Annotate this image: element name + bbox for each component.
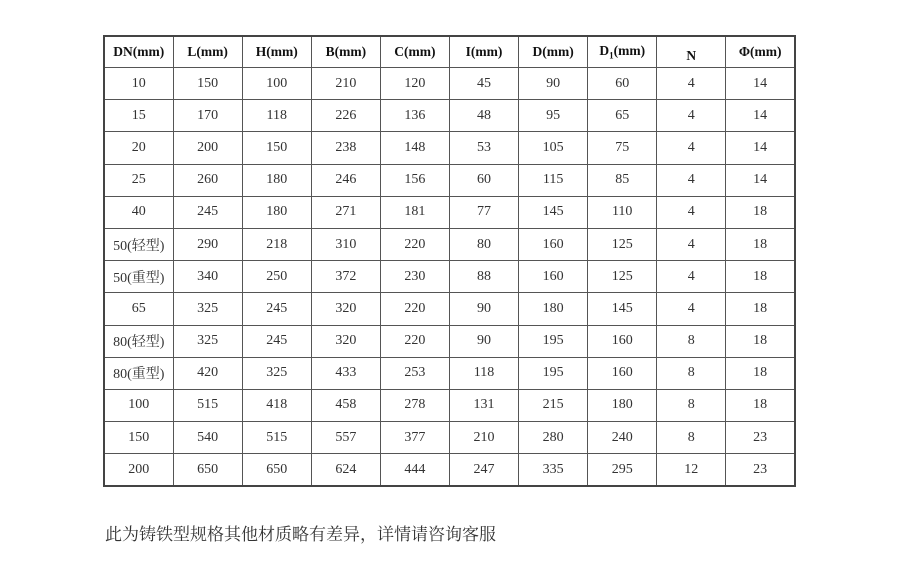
cell-l: 340: [173, 261, 242, 293]
cell-c: 220: [380, 228, 449, 260]
cell-n: 4: [657, 132, 726, 164]
header-d1: $D_1(mm)$: [588, 36, 657, 68]
cell-d1: 145: [588, 293, 657, 325]
cell-c: 181: [380, 196, 449, 228]
table-row: [104, 357, 795, 389]
cell-n: 4: [657, 228, 726, 260]
cell-c: 444: [380, 454, 449, 487]
cell-dn: 100: [104, 389, 173, 421]
cell-l: 290: [173, 228, 242, 260]
table-row: [104, 389, 795, 421]
cell-c: 136: [380, 100, 449, 132]
header-d: D(mm): [519, 36, 588, 68]
cell-l: 650: [173, 454, 242, 487]
table-row: [104, 261, 795, 293]
cell-l: 420: [173, 357, 242, 389]
cell-i: 90: [449, 293, 518, 325]
cell-dn: 10: [104, 68, 173, 100]
cell-h: 650: [242, 454, 311, 487]
cell-b: 238: [311, 132, 380, 164]
cell-b: 246: [311, 164, 380, 196]
cell-dn: 50(重型): [104, 261, 173, 293]
table-row: [104, 422, 795, 454]
cell-d: 280: [519, 422, 588, 454]
cell-i: 53: [449, 132, 518, 164]
cell-c: 120: [380, 68, 449, 100]
cell-d1: 240: [588, 422, 657, 454]
cell-i: 60: [449, 164, 518, 196]
cell-b: 226: [311, 100, 380, 132]
header-b: B(mm): [311, 36, 380, 68]
cell-c: 253: [380, 357, 449, 389]
cell-n: 4: [657, 100, 726, 132]
cell-h: 515: [242, 422, 311, 454]
header-i: I(mm): [449, 36, 518, 68]
cell-n: 4: [657, 68, 726, 100]
cell-b: 458: [311, 389, 380, 421]
cell-d1: 180: [588, 389, 657, 421]
cell-b: 271: [311, 196, 380, 228]
cell-dn: 25: [104, 164, 173, 196]
header-c: C(mm): [380, 36, 449, 68]
cell-i: 131: [449, 389, 518, 421]
cell-dn: 40: [104, 196, 173, 228]
cell-l: 260: [173, 164, 242, 196]
cell-l: 170: [173, 100, 242, 132]
cell-dn: 50(轻型): [104, 228, 173, 260]
cell-d: 195: [519, 325, 588, 357]
cell-phi: 18: [726, 228, 795, 260]
cell-l: 200: [173, 132, 242, 164]
cell-dn: 15: [104, 100, 173, 132]
table-row: [104, 68, 795, 100]
cell-phi: 23: [726, 454, 795, 487]
cell-i: 77: [449, 196, 518, 228]
cell-n: 12: [657, 454, 726, 487]
cell-c: 220: [380, 325, 449, 357]
table-row: [104, 164, 795, 196]
cell-n: 8: [657, 357, 726, 389]
cell-c: 156: [380, 164, 449, 196]
table-row: [104, 196, 795, 228]
cell-n: 8: [657, 389, 726, 421]
cell-c: 278: [380, 389, 449, 421]
cell-d: 160: [519, 228, 588, 260]
cell-i: 88: [449, 261, 518, 293]
cell-i: 247: [449, 454, 518, 487]
cell-i: 80: [449, 228, 518, 260]
cell-phi: 18: [726, 389, 795, 421]
cell-l: 540: [173, 422, 242, 454]
cell-c: 148: [380, 132, 449, 164]
cell-d1: 295: [588, 454, 657, 487]
cell-phi: 23: [726, 422, 795, 454]
cell-phi: 18: [726, 196, 795, 228]
cell-i: 45: [449, 68, 518, 100]
table-row: [104, 132, 795, 164]
cell-d1: 160: [588, 357, 657, 389]
cell-phi: 14: [726, 164, 795, 196]
cell-d: 215: [519, 389, 588, 421]
cell-b: 433: [311, 357, 380, 389]
cell-phi: 18: [726, 261, 795, 293]
cell-dn: 200: [104, 454, 173, 487]
table-row: [104, 228, 795, 260]
cell-c: 220: [380, 293, 449, 325]
cell-b: 372: [311, 261, 380, 293]
cell-d1: 75: [588, 132, 657, 164]
cell-d: 95: [519, 100, 588, 132]
cell-d1: 160: [588, 325, 657, 357]
cell-i: 48: [449, 100, 518, 132]
cell-h: 218: [242, 228, 311, 260]
cell-h: 245: [242, 325, 311, 357]
header-h: H(mm): [242, 36, 311, 68]
cell-d1: 60: [588, 68, 657, 100]
cell-phi: 14: [726, 100, 795, 132]
cell-d1: 110: [588, 196, 657, 228]
cell-i: 118: [449, 357, 518, 389]
table-row: [104, 293, 795, 325]
cell-d: 335: [519, 454, 588, 487]
cell-dn: 20: [104, 132, 173, 164]
cell-l: 515: [173, 389, 242, 421]
cell-dn: 80(轻型): [104, 325, 173, 357]
cell-l: 325: [173, 293, 242, 325]
cell-n: 8: [657, 422, 726, 454]
cell-dn: 80(重型): [104, 357, 173, 389]
cell-d1: 85: [588, 164, 657, 196]
header-dn: DN(mm): [104, 36, 173, 68]
cell-c: 377: [380, 422, 449, 454]
cell-h: 250: [242, 261, 311, 293]
table-row: [104, 100, 795, 132]
cell-b: 624: [311, 454, 380, 487]
cell-d: 195: [519, 357, 588, 389]
cell-h: 180: [242, 164, 311, 196]
cell-h: 118: [242, 100, 311, 132]
header-l: L(mm): [173, 36, 242, 68]
cell-l: 245: [173, 196, 242, 228]
cell-b: 320: [311, 293, 380, 325]
cell-d: 160: [519, 261, 588, 293]
cell-dn: 65: [104, 293, 173, 325]
cell-phi: 14: [726, 68, 795, 100]
cell-d: 105: [519, 132, 588, 164]
cell-h: 100: [242, 68, 311, 100]
cell-h: 325: [242, 357, 311, 389]
cell-phi: 18: [726, 293, 795, 325]
cell-n: 4: [657, 164, 726, 196]
footnote: 此为铸铁型规格其他材质略有差异，详情请咨询客服: [105, 525, 496, 545]
cell-c: 230: [380, 261, 449, 293]
cell-h: 418: [242, 389, 311, 421]
cell-h: 180: [242, 196, 311, 228]
cell-n: 4: [657, 196, 726, 228]
cell-h: 245: [242, 293, 311, 325]
cell-b: 557: [311, 422, 380, 454]
cell-b: 210: [311, 68, 380, 100]
header-phi: Φ(mm): [726, 36, 795, 68]
cell-phi: 14: [726, 132, 795, 164]
cell-d1: 125: [588, 228, 657, 260]
cell-l: 325: [173, 325, 242, 357]
cell-i: 90: [449, 325, 518, 357]
cell-l: 150: [173, 68, 242, 100]
cell-d: 180: [519, 293, 588, 325]
cell-phi: 18: [726, 325, 795, 357]
table-row: [104, 325, 795, 357]
cell-dn: 150: [104, 422, 173, 454]
cell-n: 8: [657, 325, 726, 357]
header-n: N: [657, 36, 726, 68]
table-row: [104, 454, 795, 487]
cell-d1: 65: [588, 100, 657, 132]
cell-b: 320: [311, 325, 380, 357]
cell-d: 145: [519, 196, 588, 228]
cell-n: 4: [657, 293, 726, 325]
table-body: [104, 68, 795, 487]
cell-b: 310: [311, 228, 380, 260]
header-row: [104, 36, 795, 68]
cell-d: 90: [519, 68, 588, 100]
cell-d: 115: [519, 164, 588, 196]
cell-phi: 18: [726, 357, 795, 389]
spec-table: [103, 35, 796, 487]
cell-i: 210: [449, 422, 518, 454]
cell-n: 4: [657, 261, 726, 293]
cell-d1: 125: [588, 261, 657, 293]
cell-h: 150: [242, 132, 311, 164]
